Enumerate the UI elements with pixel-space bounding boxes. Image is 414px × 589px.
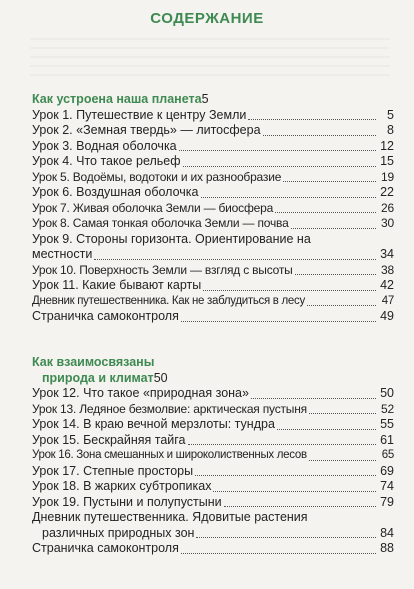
- section-heading-2-line1: Как взаимосвязаны: [32, 355, 155, 369]
- toc-entry: Урок 4. Что такое рельеф 15: [32, 154, 394, 168]
- toc-entry: Урок 13. Ледяное безмолвие: арктическая пустыня 52: [32, 401, 394, 416]
- toc-entry: Страничка самоконтроля 49: [32, 309, 394, 323]
- section-heading-1: Как устроена наша планета 5: [32, 92, 209, 106]
- toc-entry: Урок 1. Путешествие к центру Земли 5: [32, 107, 394, 122]
- toc-entry: Урок 8. Самая тонкая оболочка Земли — почва 30: [32, 216, 394, 230]
- toc-section-2: [32, 355, 394, 557]
- toc-entry: Урок 14. В краю вечной мерзлоты: тундра 55: [32, 417, 394, 431]
- toc-entry: Урок 2. «Земная твердь» — литосфера 8: [32, 123, 394, 137]
- page-title: СОДЕРЖАНИЕ: [150, 10, 264, 27]
- toc-entry: Урок 16. Зона смешанных и широколиственных лесов 65: [32, 449, 394, 461]
- toc-entry: Урок 6. Воздушная оболочка 22: [32, 185, 394, 199]
- toc-entry: Урок 19. Пустыни и полупустыни 79: [32, 494, 394, 509]
- toc-entry: Дневник путешественника. Как не заблудиться в лесу 47: [32, 294, 394, 307]
- toc-entry: Урок 15. Бескрайняя тайга 61: [32, 432, 394, 447]
- toc-entry-line: Урок 9. Стороны горизонта. Ориентирование на: [32, 231, 311, 246]
- toc-entry: Урок 10. Поверхность Земли — взгляд с высоты 38: [32, 262, 394, 277]
- toc-entry: Урок 18. В жарких субтропиках 74: [32, 479, 394, 493]
- toc-entry: Урок 5. Водоёмы, водотоки и их разнообразие 19: [32, 169, 394, 184]
- toc-entry: Урок 17. Степные просторы 69: [32, 463, 394, 478]
- toc-entry: Урок 12. Что такое «природная зона» 50: [32, 386, 394, 400]
- toc-entry-line: Дневник путешественника. Ядовитые растения: [32, 510, 308, 524]
- toc-entry: Страничка самоконтроля 88: [32, 541, 394, 555]
- bleed-through-text: [30, 38, 390, 82]
- toc-entry: различных природных зон 84: [42, 525, 394, 540]
- toc-entry: Урок 11. Какие бывают карты 42: [32, 278, 394, 292]
- toc-section-1: [32, 92, 394, 325]
- toc-entry: Урок 3. Водная оболочка 12: [32, 138, 394, 153]
- toc-entry: Урок 7. Живая оболочка Земли — биосфера 26: [32, 200, 394, 215]
- section-heading-2: природа и климат 50: [42, 370, 168, 385]
- toc-entry: местности 34: [32, 247, 394, 261]
